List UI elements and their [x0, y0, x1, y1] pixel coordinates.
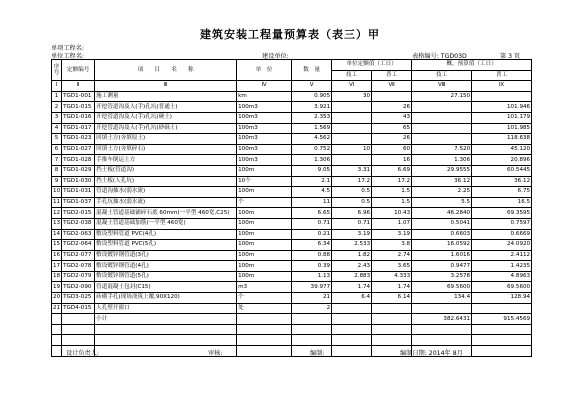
row-code: TGD2-079 [62, 271, 95, 282]
roman-cell: Ⅱ [62, 81, 95, 92]
row-item-name: 开挖管道沟及人(手)孔坑(砂砾土) [95, 123, 237, 134]
row-item-name: 管道沟抽水(弱水流) [95, 187, 237, 198]
row-general-quota: 26 [372, 134, 412, 145]
row-code: TGD1-030 [62, 176, 95, 187]
row-qty: 2 [292, 303, 332, 314]
row-seq: 11 [52, 197, 62, 208]
empty-cell [95, 335, 237, 346]
empty-cell [292, 335, 332, 346]
empty-row [52, 335, 532, 346]
row-tech-total: 69.5600 [412, 282, 472, 293]
table-row [52, 134, 532, 145]
subtotal-row [52, 314, 532, 325]
empty-cell [292, 324, 332, 335]
row-qty: 0.752 [292, 144, 332, 155]
empty-cell [372, 335, 412, 346]
row-tech-quota: 6.4 [332, 293, 372, 304]
row-seq: 13 [52, 218, 62, 229]
row-item-name: 施工测量 [95, 91, 237, 102]
row-tech-quota: 2.533 [332, 240, 372, 251]
col-total-quota-header: 概、预算值（工日） [412, 60, 532, 71]
empty-row [52, 324, 532, 335]
empty-cell [372, 324, 412, 335]
document-title: 建筑安装工程量预算表（表三）甲 [200, 28, 380, 41]
project-name-label: 单项工程名: [51, 45, 85, 52]
row-tech-quota: 10 [332, 144, 372, 155]
row-qty: 9.05 [292, 165, 332, 176]
row-item-name: 开挖管道沟及人(手)孔坑(硬土) [95, 112, 237, 123]
row-tech-quota: 17.2 [332, 176, 372, 187]
row-code: TGD1-015 [62, 102, 95, 113]
empty-cell [332, 335, 372, 346]
row-general-quota: 60 [372, 144, 412, 155]
row-tech-total: 134.4 [412, 293, 472, 304]
budget-table [51, 59, 532, 357]
row-unit: 100m3 [237, 134, 292, 145]
row-tech-quota [332, 134, 372, 145]
table-row [52, 91, 532, 102]
row-general-total: 16.5 [472, 197, 532, 208]
form-number: 表格编号: TGD03D [412, 53, 467, 60]
row-seq: 20 [52, 293, 62, 304]
table-row [52, 187, 532, 198]
row-general-quota: 1.74 [372, 282, 412, 293]
row-item-name: 手推车倒运土方 [95, 155, 237, 166]
table-row [52, 229, 532, 240]
row-general-total [472, 91, 532, 102]
row-seq: 12 [52, 208, 62, 219]
row-general-quota: 10.43 [372, 208, 412, 219]
empty-cell [62, 335, 95, 346]
row-tech-total: 382.6431 [412, 314, 472, 325]
empty-cell [472, 324, 532, 335]
row-seq: 8 [52, 165, 62, 176]
empty-cell [472, 335, 532, 346]
row-code: TGD2-078 [62, 261, 95, 272]
row-general-total: 36.12 [472, 176, 532, 187]
row-tech-total [412, 112, 472, 123]
empty-cell [52, 346, 62, 357]
designer-label: 设计负责人: [66, 350, 100, 357]
empty-cell [332, 346, 372, 357]
row-item-name: 小计 [95, 314, 237, 325]
row-code: TGD4-015 [62, 303, 95, 314]
empty-cell [412, 335, 472, 346]
row-seq: 16 [52, 250, 62, 261]
row-tech-quota [332, 314, 372, 325]
row-code: TGD3-025 [62, 293, 95, 304]
row-qty: 11 [292, 197, 332, 208]
row-item-name: 回填土方(夯填碎石) [95, 144, 237, 155]
row-general-quota: 17.2 [372, 176, 412, 187]
row-qty: 4.562 [292, 134, 332, 145]
table-row [52, 261, 532, 272]
row-seq [52, 314, 62, 325]
empty-cell [472, 346, 532, 357]
row-general-quota: 1.07 [372, 218, 412, 229]
compiler-label: 编制: [310, 350, 325, 357]
row-qty: 1.306 [292, 155, 332, 166]
row-seq: 14 [52, 229, 62, 240]
row-code: TGD2-063 [62, 229, 95, 240]
row-code: TGD1-031 [62, 187, 95, 198]
row-tech-total: 3.2578 [412, 271, 472, 282]
row-item-name: 混凝土管道基础铺碎石底 60mm(一平型 460宽,C25) [95, 208, 237, 219]
table-row [52, 208, 532, 219]
row-tech-quota: 2.883 [332, 271, 372, 282]
empty-cell [237, 324, 292, 335]
row-tech-total: 2.25 [412, 187, 472, 198]
roman-cell: Ⅳ [237, 81, 292, 92]
empty-cell [237, 335, 292, 346]
row-general-quota [372, 303, 412, 314]
row-general-total: 6.75 [472, 187, 532, 198]
col-qty-header: 数 量 [292, 60, 332, 81]
row-general-total: 20.896 [472, 155, 532, 166]
empty-cell [332, 324, 372, 335]
empty-cell [95, 324, 237, 335]
row-tech-quota [332, 102, 372, 113]
row-seq: 3 [52, 112, 62, 123]
row-code: TGD2-090 [62, 282, 95, 293]
col-code-header: 定额编号 [62, 60, 95, 81]
row-code: TGD2-077 [62, 250, 95, 261]
row-tech-total: 1.306 [412, 155, 472, 166]
table-row [52, 282, 532, 293]
row-item-name: 砖砌手孔(现场浇筑上覆,90X120) [95, 293, 237, 304]
table-row [52, 250, 532, 261]
col-tech-header: 技工 [332, 70, 372, 81]
row-seq: 1 [52, 91, 62, 102]
row-general-total: 915.4569 [472, 314, 532, 325]
row-qty: 3.921 [292, 102, 332, 113]
roman-cell: Ⅰ [52, 81, 62, 92]
col-general2-header: 普工 [472, 70, 532, 81]
row-code [62, 314, 95, 325]
row-general-quota: 16 [372, 155, 412, 166]
col-tech2-header: 技工 [412, 70, 472, 81]
row-tech-quota [332, 112, 372, 123]
col-general-header: 普工 [372, 70, 412, 81]
row-tech-total: 0.5041 [412, 218, 472, 229]
row-item-name: 回填土方(夯填原土) [95, 134, 237, 145]
row-qty: 0.39 [292, 261, 332, 272]
row-general-total: 101.946 [472, 102, 532, 113]
row-tech-quota: 30 [332, 91, 372, 102]
col-unit-header: 单 位 [237, 60, 292, 81]
row-tech-quota: 0.71 [332, 218, 372, 229]
row-item-name: 敷设镀锌钢管道(5孔) [95, 271, 237, 282]
row-tech-quota: 6.96 [332, 208, 372, 219]
table-row [52, 102, 532, 113]
row-unit: 100m [237, 165, 292, 176]
row-qty: 0.905 [292, 91, 332, 102]
row-item-name: 敷设镀锌钢管道(3孔) [95, 250, 237, 261]
row-general-total: 69.5600 [472, 282, 532, 293]
row-general-quota: 3.19 [372, 229, 412, 240]
row-general-total: 118.638 [472, 134, 532, 145]
row-unit: 100m3 [237, 123, 292, 134]
unit-project-label: 单位工程名: [51, 53, 85, 60]
row-general-quota: 3.8 [372, 240, 412, 251]
row-seq: 18 [52, 271, 62, 282]
row-general-quota [372, 314, 412, 325]
row-seq: 2 [52, 102, 62, 113]
row-tech-quota: 1.82 [332, 250, 372, 261]
row-general-total: 1.4235 [472, 261, 532, 272]
empty-cell [62, 324, 95, 335]
row-general-total: 0.7597 [472, 218, 532, 229]
roman-numeral-row [52, 81, 532, 92]
row-qty: 2.353 [292, 112, 332, 123]
table-row [52, 123, 532, 134]
row-general-total: 101.985 [472, 123, 532, 134]
row-unit: 个 [237, 293, 292, 304]
row-tech-quota: 1.74 [332, 282, 372, 293]
roman-cell: Ⅸ [472, 81, 532, 92]
row-seq: 9 [52, 176, 62, 187]
row-general-total: 2.4112 [472, 250, 532, 261]
row-unit: 100m [237, 261, 292, 272]
row-tech-total: 1.6016 [412, 250, 472, 261]
row-item-name: 管道混凝土包封(C15) [95, 282, 237, 293]
row-tech-total: 7.520 [412, 144, 472, 155]
row-general-quota: 1.5 [372, 197, 412, 208]
table-row [52, 144, 532, 155]
row-unit: 10个 [237, 176, 292, 187]
row-general-quota: 3.65 [372, 261, 412, 272]
empty-cell [412, 324, 472, 335]
row-general-total: 69.3595 [472, 208, 532, 219]
construction-unit-label: 建设单位: [262, 53, 289, 60]
row-unit: 100m [237, 240, 292, 251]
row-general-quota: 26 [372, 102, 412, 113]
row-qty: 0.88 [292, 250, 332, 261]
row-unit: 100m [237, 271, 292, 282]
row-general-quota: 4.333 [372, 271, 412, 282]
row-tech-quota [332, 123, 372, 134]
row-tech-total: 46.2840 [412, 208, 472, 219]
row-unit: 100m [237, 187, 292, 198]
row-tech-quota: 0.5 [332, 197, 372, 208]
row-code: TGD2-064 [62, 240, 95, 251]
row-code: TGD1-029 [62, 165, 95, 176]
row-unit: 100m [237, 250, 292, 261]
row-code: TGD1-037 [62, 197, 95, 208]
row-qty: 0.71 [292, 218, 332, 229]
row-tech-total [412, 102, 472, 113]
row-qty: 4.5 [292, 187, 332, 198]
row-unit: 100m3 [237, 112, 292, 123]
roman-cell: Ⅲ [95, 81, 237, 92]
row-tech-total: 36.12 [412, 176, 472, 187]
row-general-quota [372, 91, 412, 102]
row-general-total [472, 303, 532, 314]
row-item-name: 敷设镀锌钢管道(4孔) [95, 261, 237, 272]
roman-cell: Ⅷ [412, 81, 472, 92]
row-code: TGD1-016 [62, 112, 95, 123]
row-unit: 100m3 [237, 144, 292, 155]
row-general-total: 101.179 [472, 112, 532, 123]
row-code: TGD1-028 [62, 155, 95, 166]
roman-cell: Ⅶ [372, 81, 412, 92]
row-general-quota: 6.69 [372, 165, 412, 176]
row-code: TGD2-038 [62, 218, 95, 229]
row-tech-total: 16.0592 [412, 240, 472, 251]
empty-cell [52, 335, 62, 346]
row-tech-total: 27.150 [412, 91, 472, 102]
table-row [52, 271, 532, 282]
row-unit: 100m [237, 218, 292, 229]
row-qty: 1.569 [292, 123, 332, 134]
row-qty [292, 314, 332, 325]
row-tech-quota [332, 303, 372, 314]
table-row [52, 240, 532, 251]
row-item-name: 人孔壁开窗口 [95, 303, 237, 314]
empty-cell [237, 346, 292, 357]
empty-cell [52, 324, 62, 335]
row-unit: 100m [237, 229, 292, 240]
row-item-name: 挡土板(人孔坑) [95, 176, 237, 187]
row-code: TGD1-017 [62, 123, 95, 134]
header-row-1 [52, 60, 532, 71]
row-qty: 2.1 [292, 176, 332, 187]
row-tech-total [412, 134, 472, 145]
row-item-name: 敷设塑料管道 PVC(4孔) [95, 229, 237, 240]
row-unit: 100m3 [237, 155, 292, 166]
row-qty: 39.977 [292, 282, 332, 293]
table-row [52, 155, 532, 166]
roman-cell: Ⅴ [292, 81, 332, 92]
row-tech-total: 0.6603 [412, 229, 472, 240]
table-row [52, 165, 532, 176]
row-seq: 5 [52, 134, 62, 145]
row-tech-total: 0.9477 [412, 261, 472, 272]
row-general-total: 4.8963 [472, 271, 532, 282]
row-item-name: 手孔坑抽水(弱水流) [95, 197, 237, 208]
col-item-header: 项 目 名 称 [95, 60, 237, 81]
row-general-quota: 6.14 [372, 293, 412, 304]
row-tech-total: 29.9555 [412, 165, 472, 176]
row-seq: 19 [52, 282, 62, 293]
row-item-name: 挡土板(管道沟) [95, 165, 237, 176]
row-unit [237, 314, 292, 325]
row-general-total: 128.94 [472, 293, 532, 304]
row-tech-quota [332, 155, 372, 166]
row-seq: 21 [52, 303, 62, 314]
row-tech-total [412, 303, 472, 314]
row-item-name: 混凝土管道基础加筋(一平型 460宽) [95, 218, 237, 229]
row-tech-quota: 3.19 [332, 229, 372, 240]
row-item-name: 开挖管道沟及人(手)孔坑(普通土) [95, 102, 237, 113]
row-unit: 个 [237, 197, 292, 208]
row-qty: 0.21 [292, 229, 332, 240]
row-unit: 100m3 [237, 102, 292, 113]
row-general-quota: 1.5 [372, 187, 412, 198]
row-qty: 6.34 [292, 240, 332, 251]
col-seq-header: 序号 [52, 60, 62, 81]
row-qty: 6.65 [292, 208, 332, 219]
row-seq: 4 [52, 123, 62, 134]
row-code: TGD1-027 [62, 144, 95, 155]
row-tech-quota: 2.43 [332, 261, 372, 272]
row-seq: 15 [52, 240, 62, 251]
row-tech-total: 5.5 [412, 197, 472, 208]
row-general-total: 0.6669 [472, 229, 532, 240]
row-qty: 21 [292, 293, 332, 304]
table-row [52, 176, 532, 187]
row-unit: 处 [237, 303, 292, 314]
table-row [52, 303, 532, 314]
row-general-quota: 43 [372, 112, 412, 123]
row-tech-total [412, 123, 472, 134]
table-row [52, 218, 532, 229]
row-general-total: 24.0920 [472, 240, 532, 251]
row-qty: 1.13 [292, 271, 332, 282]
row-unit: km [237, 91, 292, 102]
row-general-total: 60.5445 [472, 165, 532, 176]
row-unit: 100m [237, 208, 292, 219]
page-number: 第 3 页 [500, 53, 521, 60]
row-general-quota: 65 [372, 123, 412, 134]
row-code: TGD2-015 [62, 208, 95, 219]
table-row [52, 293, 532, 304]
compile-date: 编制日期: 2014年 8月 [400, 350, 463, 357]
roman-cell: Ⅵ [332, 81, 372, 92]
row-seq: 10 [52, 187, 62, 198]
row-item-name: 敷设塑料管道 PVC(5孔) [95, 240, 237, 251]
table-row [52, 197, 532, 208]
reviewer-label: 审核: [208, 350, 223, 357]
table-row [52, 112, 532, 123]
row-general-quota: 2.74 [372, 250, 412, 261]
row-unit: m3 [237, 282, 292, 293]
row-tech-quota: 3.31 [332, 165, 372, 176]
row-tech-quota: 0.5 [332, 187, 372, 198]
col-unit-quota-header: 单位定额值（工日） [332, 60, 412, 71]
row-general-total: 45.120 [472, 144, 532, 155]
row-seq: 6 [52, 144, 62, 155]
row-code: TGD1-023 [62, 134, 95, 145]
row-seq: 7 [52, 155, 62, 166]
row-seq: 17 [52, 261, 62, 272]
row-code: TGD1-001 [62, 91, 95, 102]
